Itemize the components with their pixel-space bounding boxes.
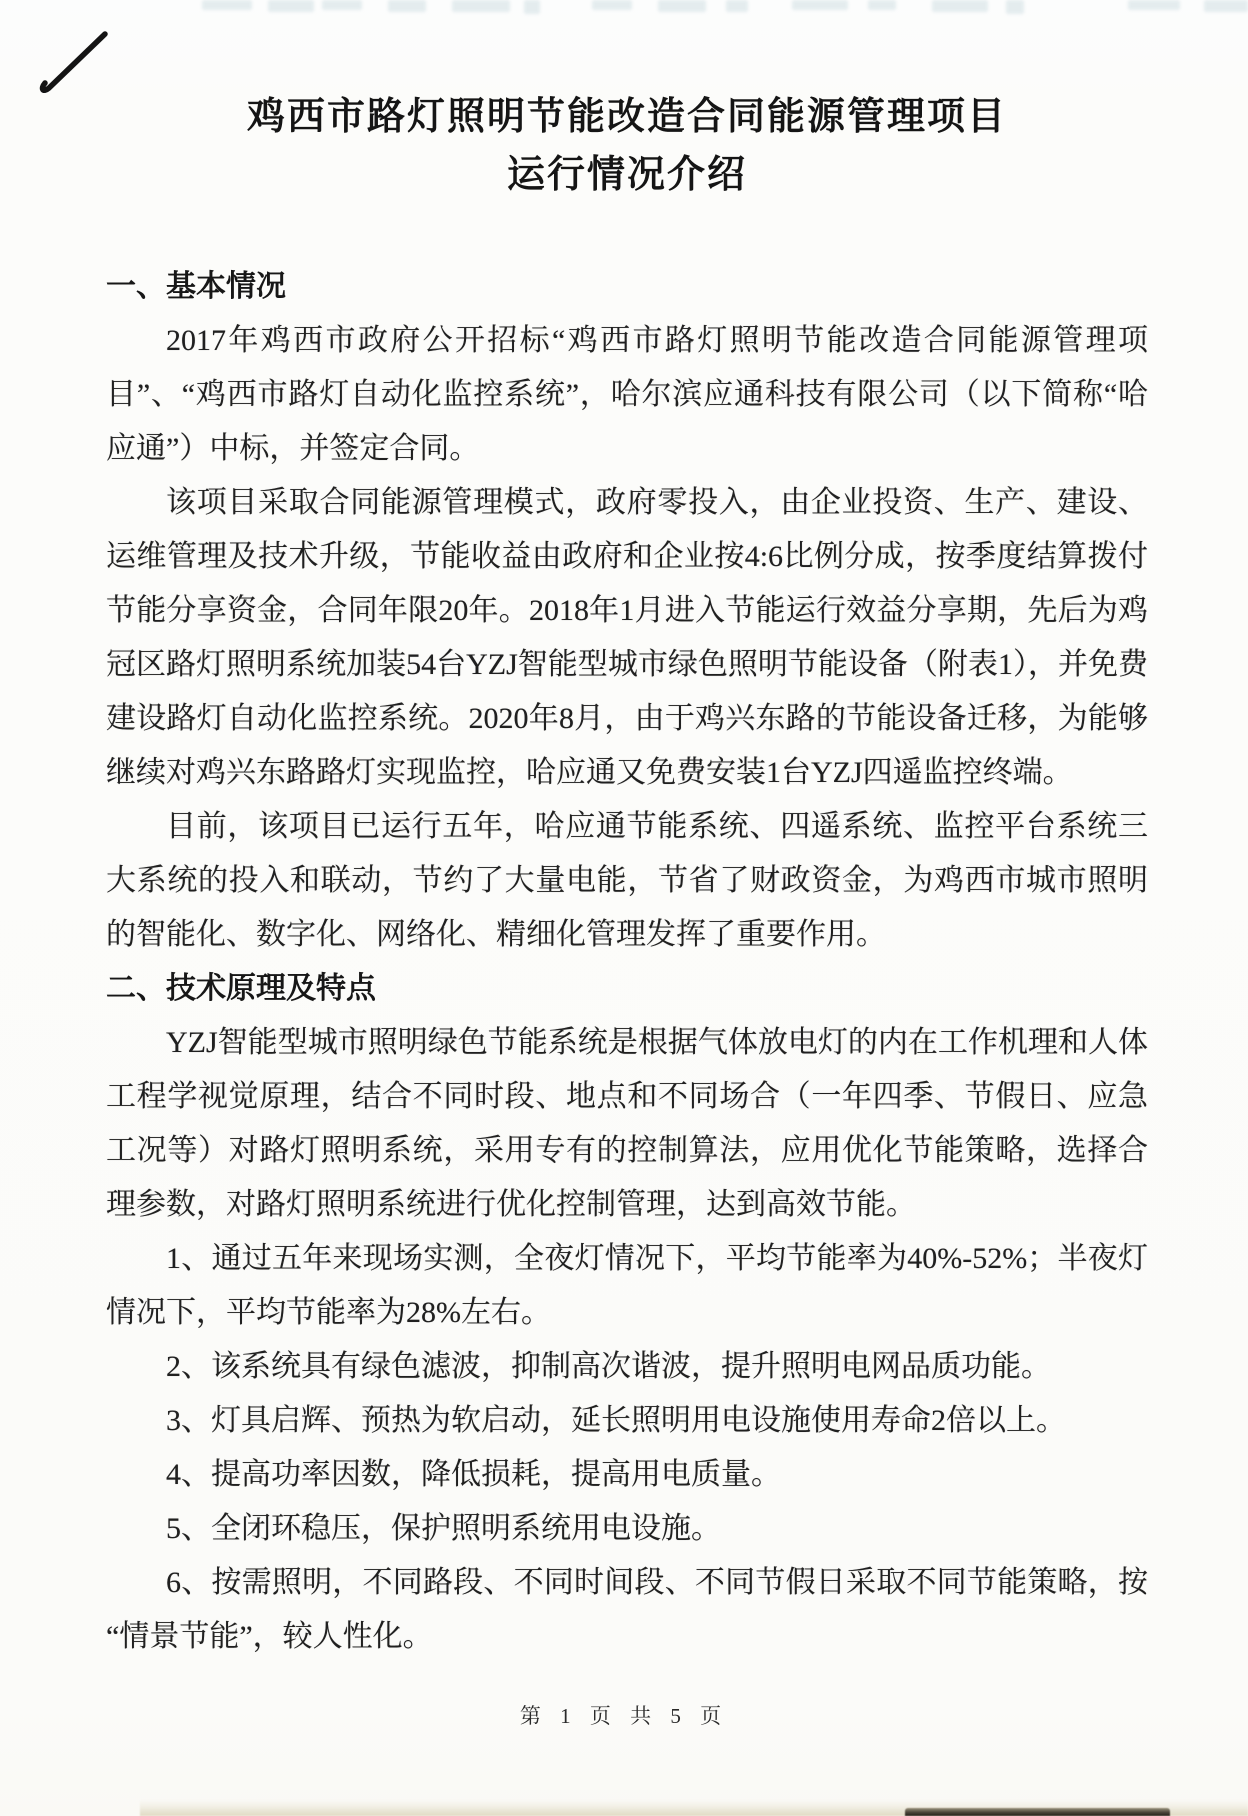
section-1-paragraph-3: 目前，该项目已运行五年，哈应通节能系统、四遥系统、监控平台系统三大系统的投入和联动，节约了大量电能，节省了财政资金，为鸡西市城市照明的智能化、数字化、网络化、精细化管理发挥了重要作用。 (106, 810, 1148, 951)
section-2-heading: 二、技术原理及特点 (106, 972, 376, 1005)
section-1-heading: 一、基本情况 (106, 270, 286, 303)
section-2-paragraph-1: YZJ智能型城市照明绿色节能系统是根据气体放电灯的内在工作机理和人体工程学视觉原理，结合不同时段、地点和不同场合（一年四季、节假日、应急工况等）对路灯照明系统，采用专有的控制算法，应用优化节能策略，选择合理参数，对路灯照明系统进行优化控制管理，达到高效节能。 (106, 1026, 1148, 1221)
section-2-list-item-6: 6、按需照明，不同路段、不同时间段、不同节假日采取不同节能策略，按“情景节能”，较人性化。 (106, 1566, 1148, 1653)
pen-slash-mark (32, 24, 116, 96)
section-2-list-item-2: 2、该系统具有绿色滤波，抑制高次谐波，提升照明电网品质功能。 (166, 1350, 1051, 1383)
document-body (106, 0, 1148, 1664)
section-1-paragraph-1: 2017年鸡西市政府公开招标“鸡西市路灯照明节能改造合同能源管理项目”、“鸡西市路灯自动化监控系统”，哈尔滨应通科技有限公司（以下简称“哈应通”）中标，并签定合同。 (106, 324, 1148, 465)
document-title (106, 0, 1148, 204)
page-number-footer: 第 1 页 共 5 页 (519, 1704, 729, 1728)
scan-artifact-bottom-dark-strip (905, 1808, 1170, 1816)
section-2-list-item-4: 4、提高功率因数，降低损耗，提高用电质量。 (166, 1458, 781, 1491)
section-2-list-item-5: 5、全闭环稳压，保护照明系统用电设施。 (166, 1512, 721, 1545)
section-2-list-item-3: 3、灯具启辉、预热为软启动，延长照明用电设施使用寿命2倍以上。 (166, 1404, 1066, 1437)
document-title-line-1: 鸡西市路灯照明节能改造合同能源管理项目 (246, 96, 1007, 138)
section-2-list-item-1: 1、通过五年来现场实测，全夜灯情况下，平均节能率为40%-52%；半夜灯情况下，平均节能率为28%左右。 (106, 1242, 1148, 1329)
document-title-line-2: 运行情况介绍 (506, 154, 747, 196)
section-1-paragraph-2: 该项目采取合同能源管理模式，政府零投入，由企业投资、生产、建设、运维管理及技术升级，节能收益由政府和企业按4:6比例分成，按季度结算拨付节能分享资金，合同年限20年。2018年1月进入节能运行效益分享期，先后为鸡冠区路灯照明系统加装54台YZJ智能型城市绿色照明节能设备（附表1），并免费建设路灯自动化监控系统。2020年8月，由于鸡兴东路的节能设备迁移，为能够继续对鸡兴东路路灯实现监控，哈应通又免费安装1台YZJ四遥监控终端。 (106, 486, 1148, 789)
